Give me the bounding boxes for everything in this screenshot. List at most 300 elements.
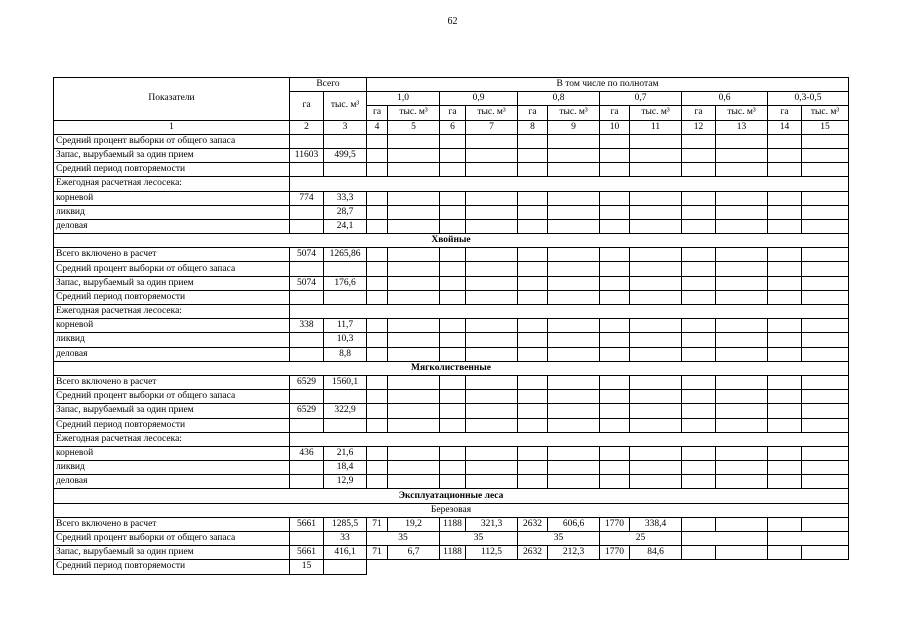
header-unit-ha: га bbox=[367, 106, 388, 120]
table-cell: 338,4 bbox=[630, 517, 682, 531]
table-cell bbox=[600, 333, 630, 347]
table-cell bbox=[324, 418, 367, 432]
table-cell bbox=[768, 418, 802, 432]
table-cell bbox=[548, 375, 600, 389]
table-cell bbox=[367, 461, 388, 475]
row-label: Всего включено в расчет bbox=[54, 375, 290, 389]
header-stocking: 0,6 bbox=[682, 92, 768, 106]
table-cell bbox=[802, 290, 849, 304]
header-total-ha: га bbox=[290, 92, 324, 120]
table-cell bbox=[682, 390, 716, 404]
table-cell bbox=[548, 390, 600, 404]
table-cell: 33,3 bbox=[324, 191, 367, 205]
table-row bbox=[54, 532, 849, 546]
table-cell bbox=[630, 375, 682, 389]
table-cell bbox=[324, 163, 367, 177]
table-cell bbox=[290, 134, 324, 148]
table-row bbox=[54, 305, 849, 319]
table-cell bbox=[630, 163, 682, 177]
table-cell bbox=[518, 333, 548, 347]
table-cell bbox=[716, 461, 768, 475]
table-cell bbox=[600, 276, 630, 290]
column-number: 1 bbox=[54, 120, 290, 134]
table-cell bbox=[388, 404, 440, 418]
table-cell bbox=[548, 163, 600, 177]
table-cell bbox=[518, 248, 548, 262]
table-cell: 8,8 bbox=[324, 347, 367, 361]
table-row bbox=[54, 517, 849, 531]
table-cell: 212,3 bbox=[548, 546, 600, 560]
row-label: Средний процент выборки от общего запаса bbox=[54, 134, 290, 148]
table-cell bbox=[682, 546, 716, 560]
table-row bbox=[54, 390, 849, 404]
table-cell bbox=[518, 404, 548, 418]
table-row bbox=[54, 347, 849, 361]
table-row bbox=[54, 205, 849, 219]
table-row bbox=[54, 361, 849, 375]
table-cell bbox=[802, 276, 849, 290]
table-cell bbox=[768, 347, 802, 361]
table-cell bbox=[367, 205, 388, 219]
table-cell bbox=[600, 248, 630, 262]
column-number: 14 bbox=[768, 120, 802, 134]
row-label: Всего включено в расчет bbox=[54, 517, 290, 531]
table-cell bbox=[630, 134, 682, 148]
table-cell bbox=[388, 148, 440, 162]
header-total-volume: тыс. м³ bbox=[324, 92, 367, 120]
column-number: 9 bbox=[548, 120, 600, 134]
table-cell bbox=[290, 475, 324, 489]
table-cell bbox=[518, 461, 548, 475]
table-cell bbox=[548, 191, 600, 205]
table-cell bbox=[768, 446, 802, 460]
table-cell bbox=[466, 390, 518, 404]
header-unit-volume: тыс. м³ bbox=[802, 106, 849, 120]
table-cell bbox=[716, 546, 768, 560]
header-unit-ha: га bbox=[600, 106, 630, 120]
table-cell bbox=[682, 319, 716, 333]
column-number: 15 bbox=[802, 120, 849, 134]
row-spacer bbox=[290, 177, 849, 191]
table-cell bbox=[548, 290, 600, 304]
table-cell: 416,1 bbox=[324, 546, 367, 560]
table-cell bbox=[388, 248, 440, 262]
table-cell bbox=[768, 290, 802, 304]
table-cell bbox=[388, 446, 440, 460]
table-cell bbox=[466, 404, 518, 418]
table-cell bbox=[388, 418, 440, 432]
header-indicators: Показатели bbox=[54, 78, 290, 121]
table-cell bbox=[682, 461, 716, 475]
header-unit-volume: тыс. м³ bbox=[630, 106, 682, 120]
table-cell bbox=[367, 418, 388, 432]
table-cell bbox=[716, 248, 768, 262]
table-cell bbox=[600, 390, 630, 404]
table-cell bbox=[768, 262, 802, 276]
table-cell bbox=[768, 333, 802, 347]
table-cell bbox=[768, 546, 802, 560]
table-cell bbox=[440, 290, 466, 304]
table-cell bbox=[630, 347, 682, 361]
table-cell: 338 bbox=[290, 319, 324, 333]
table-cell bbox=[682, 517, 716, 531]
table-cell bbox=[466, 191, 518, 205]
table-cell bbox=[682, 333, 716, 347]
table-cell bbox=[600, 191, 630, 205]
table-cell bbox=[630, 290, 682, 304]
table-cell bbox=[518, 163, 548, 177]
table-row bbox=[54, 319, 849, 333]
table-cell bbox=[630, 148, 682, 162]
section-title: Хвойные bbox=[54, 234, 849, 248]
subsection-title: Березовая bbox=[54, 503, 849, 517]
table-cell bbox=[440, 262, 466, 276]
table-cell bbox=[388, 276, 440, 290]
table-cell: 84,6 bbox=[630, 546, 682, 560]
table-cell bbox=[290, 347, 324, 361]
table-cell bbox=[802, 248, 849, 262]
table-cell bbox=[518, 134, 548, 148]
table-cell bbox=[682, 532, 768, 546]
table-cell: 5074 bbox=[290, 276, 324, 290]
table-cell: 71 bbox=[367, 546, 388, 560]
table-cell: 606,6 bbox=[548, 517, 600, 531]
column-number: 7 bbox=[466, 120, 518, 134]
table-cell bbox=[682, 276, 716, 290]
header-stocking: 1,0 bbox=[367, 92, 440, 106]
table-cell bbox=[630, 262, 682, 276]
column-number: 10 bbox=[600, 120, 630, 134]
table-cell bbox=[367, 148, 388, 162]
header-total: Всего bbox=[290, 78, 367, 92]
table-row bbox=[54, 134, 849, 148]
table-cell bbox=[388, 191, 440, 205]
table-cell bbox=[466, 418, 518, 432]
table-cell bbox=[600, 375, 630, 389]
table-cell bbox=[600, 134, 630, 148]
column-number: 12 bbox=[682, 120, 716, 134]
section-title: Эксплуатационные леса bbox=[54, 489, 849, 503]
table-row bbox=[54, 333, 849, 347]
table-cell bbox=[682, 262, 716, 276]
table-cell bbox=[466, 163, 518, 177]
table-cell: 11603 bbox=[290, 148, 324, 162]
table-cell bbox=[682, 205, 716, 219]
table-cell bbox=[518, 418, 548, 432]
table-cell bbox=[768, 461, 802, 475]
table-cell bbox=[600, 148, 630, 162]
table-cell bbox=[630, 191, 682, 205]
table-cell bbox=[630, 205, 682, 219]
table-cell bbox=[682, 446, 716, 460]
table-cell bbox=[716, 517, 768, 531]
table-cell bbox=[518, 276, 548, 290]
table-cell: 1265,86 bbox=[324, 248, 367, 262]
table-cell bbox=[802, 390, 849, 404]
row-label: корневой bbox=[54, 191, 290, 205]
table-cell bbox=[768, 248, 802, 262]
table-cell bbox=[600, 418, 630, 432]
table-cell bbox=[440, 205, 466, 219]
table-row bbox=[54, 461, 849, 475]
table-row bbox=[54, 503, 849, 517]
table-cell bbox=[682, 163, 716, 177]
table-cell bbox=[802, 446, 849, 460]
table-cell bbox=[466, 148, 518, 162]
column-number: 6 bbox=[440, 120, 466, 134]
table-cell bbox=[290, 219, 324, 233]
table-cell bbox=[466, 262, 518, 276]
row-label: деловая bbox=[54, 219, 290, 233]
column-number: 8 bbox=[518, 120, 548, 134]
blank-area bbox=[367, 560, 849, 574]
table-cell bbox=[518, 191, 548, 205]
table-cell: 6,7 bbox=[388, 546, 440, 560]
header-stocking: 0,8 bbox=[518, 92, 600, 106]
table-row bbox=[54, 446, 849, 460]
table-cell: 35 bbox=[440, 532, 518, 546]
table-cell bbox=[367, 390, 388, 404]
table-cell bbox=[466, 290, 518, 304]
table-row bbox=[54, 163, 849, 177]
table-cell bbox=[802, 333, 849, 347]
table-cell bbox=[548, 205, 600, 219]
row-label: ликвид bbox=[54, 461, 290, 475]
table-cell bbox=[440, 404, 466, 418]
table-cell bbox=[367, 276, 388, 290]
table-cell bbox=[388, 461, 440, 475]
table-cell bbox=[802, 205, 849, 219]
table-cell bbox=[367, 134, 388, 148]
table-cell bbox=[518, 262, 548, 276]
table-cell: 6529 bbox=[290, 375, 324, 389]
table-cell bbox=[682, 219, 716, 233]
table-cell bbox=[324, 390, 367, 404]
table-cell bbox=[548, 134, 600, 148]
table-row bbox=[54, 191, 849, 205]
table-cell bbox=[716, 446, 768, 460]
table-row bbox=[54, 262, 849, 276]
table-cell bbox=[440, 134, 466, 148]
section-title: Мягколиственные bbox=[54, 361, 849, 375]
table-row bbox=[54, 148, 849, 162]
table-cell bbox=[716, 163, 768, 177]
row-label: Ежегодная расчетная лесосека: bbox=[54, 177, 290, 191]
table-cell bbox=[324, 134, 367, 148]
table-cell bbox=[548, 248, 600, 262]
table-cell bbox=[600, 461, 630, 475]
table-cell bbox=[290, 163, 324, 177]
table-cell bbox=[716, 219, 768, 233]
table-cell bbox=[768, 134, 802, 148]
table-cell bbox=[466, 205, 518, 219]
table-row bbox=[54, 546, 849, 560]
table-cell: 18,4 bbox=[324, 461, 367, 475]
table-cell bbox=[600, 347, 630, 361]
table-cell bbox=[600, 404, 630, 418]
table-cell bbox=[290, 418, 324, 432]
table-cell bbox=[600, 319, 630, 333]
table-cell bbox=[367, 290, 388, 304]
table-cell bbox=[630, 446, 682, 460]
header-unit-volume: тыс. м³ bbox=[716, 106, 768, 120]
table-cell bbox=[388, 219, 440, 233]
table-cell bbox=[630, 319, 682, 333]
row-label: деловая bbox=[54, 475, 290, 489]
row-label: Средний процент выборки от общего запаса bbox=[54, 262, 290, 276]
table-cell bbox=[630, 475, 682, 489]
table-cell bbox=[600, 475, 630, 489]
header-unit-ha: га bbox=[768, 106, 802, 120]
table-cell bbox=[440, 461, 466, 475]
table-cell bbox=[548, 319, 600, 333]
row-label: Средний период повторяемости bbox=[54, 290, 290, 304]
table-cell: 5074 bbox=[290, 248, 324, 262]
table-cell bbox=[440, 219, 466, 233]
table-cell bbox=[802, 546, 849, 560]
table-row bbox=[54, 375, 849, 389]
table-cell bbox=[518, 290, 548, 304]
table-cell bbox=[600, 205, 630, 219]
row-label: корневой bbox=[54, 319, 290, 333]
table-cell bbox=[716, 262, 768, 276]
table-cell bbox=[682, 290, 716, 304]
table-cell bbox=[682, 148, 716, 162]
table-cell bbox=[630, 390, 682, 404]
table-cell bbox=[388, 347, 440, 361]
header-stocking: 0,3-0,5 bbox=[768, 92, 849, 106]
column-number: 13 bbox=[716, 120, 768, 134]
table-cell bbox=[440, 418, 466, 432]
row-label: Средний период повторяемости bbox=[54, 560, 290, 574]
table-cell bbox=[440, 319, 466, 333]
table-row bbox=[54, 276, 849, 290]
table-cell bbox=[716, 333, 768, 347]
row-label: Запас, вырубаемый за один прием bbox=[54, 148, 290, 162]
table-cell bbox=[548, 262, 600, 276]
table-cell bbox=[768, 319, 802, 333]
table-cell bbox=[600, 290, 630, 304]
table-cell bbox=[768, 475, 802, 489]
table-cell bbox=[682, 191, 716, 205]
table-cell bbox=[716, 418, 768, 432]
table-cell: 1188 bbox=[440, 546, 466, 560]
table-cell bbox=[682, 375, 716, 389]
table-cell: 176,6 bbox=[324, 276, 367, 290]
table-cell bbox=[290, 262, 324, 276]
table-cell bbox=[716, 347, 768, 361]
table-cell bbox=[548, 475, 600, 489]
table-cell bbox=[802, 219, 849, 233]
table-row bbox=[54, 248, 849, 262]
table-cell: 112,5 bbox=[466, 546, 518, 560]
table-cell bbox=[367, 219, 388, 233]
table-cell bbox=[548, 219, 600, 233]
table-cell bbox=[548, 148, 600, 162]
header-unit-ha: га bbox=[682, 106, 716, 120]
table-cell: 71 bbox=[367, 517, 388, 531]
row-label: Средний процент выборки от общего запаса bbox=[54, 532, 290, 546]
row-label: деловая bbox=[54, 347, 290, 361]
table-cell bbox=[367, 446, 388, 460]
table-cell bbox=[600, 219, 630, 233]
table-cell: 321,3 bbox=[466, 517, 518, 531]
table-cell bbox=[440, 248, 466, 262]
table-cell bbox=[600, 446, 630, 460]
table-cell bbox=[290, 390, 324, 404]
header-unit-volume: тыс. м³ bbox=[466, 106, 518, 120]
table-cell bbox=[367, 262, 388, 276]
table-cell bbox=[768, 205, 802, 219]
table-cell bbox=[548, 418, 600, 432]
table-cell bbox=[802, 134, 849, 148]
table-cell bbox=[802, 148, 849, 162]
table-cell bbox=[388, 290, 440, 304]
table-cell: 24,1 bbox=[324, 219, 367, 233]
table-cell bbox=[466, 347, 518, 361]
table-cell bbox=[768, 390, 802, 404]
table-cell bbox=[630, 333, 682, 347]
table-cell bbox=[518, 390, 548, 404]
table-cell bbox=[768, 276, 802, 290]
table-cell: 35 bbox=[367, 532, 440, 546]
header-stocking: 0,7 bbox=[600, 92, 682, 106]
row-label: Средний период повторяемости bbox=[54, 418, 290, 432]
table-cell bbox=[367, 333, 388, 347]
table-cell: 15 bbox=[290, 560, 324, 574]
table-cell bbox=[630, 461, 682, 475]
row-label: Запас, вырубаемый за один прием bbox=[54, 546, 290, 560]
table-cell bbox=[388, 475, 440, 489]
table-cell bbox=[367, 248, 388, 262]
column-number: 11 bbox=[630, 120, 682, 134]
table-cell bbox=[716, 375, 768, 389]
table-cell bbox=[440, 163, 466, 177]
table-cell bbox=[768, 148, 802, 162]
table-cell bbox=[768, 404, 802, 418]
table-cell bbox=[630, 248, 682, 262]
table-cell bbox=[367, 347, 388, 361]
table-cell: 2632 bbox=[518, 517, 548, 531]
row-label: корневой bbox=[54, 446, 290, 460]
header-unit-ha: га bbox=[518, 106, 548, 120]
table-cell bbox=[367, 319, 388, 333]
table-cell: 28,7 bbox=[324, 205, 367, 219]
table-cell bbox=[518, 347, 548, 361]
table-cell bbox=[768, 219, 802, 233]
row-label: Средний процент выборки от общего запаса bbox=[54, 390, 290, 404]
row-label: Запас, вырубаемый за один прием bbox=[54, 276, 290, 290]
table-cell bbox=[388, 319, 440, 333]
header-unit-ha: га bbox=[440, 106, 466, 120]
table-cell: 322,9 bbox=[324, 404, 367, 418]
table-cell bbox=[367, 163, 388, 177]
table-cell bbox=[716, 319, 768, 333]
table-cell bbox=[466, 219, 518, 233]
table-cell bbox=[440, 333, 466, 347]
table-cell bbox=[802, 319, 849, 333]
table-cell bbox=[367, 191, 388, 205]
table-cell bbox=[802, 191, 849, 205]
row-label: Ежегодная расчетная лесосека: bbox=[54, 305, 290, 319]
table-cell bbox=[768, 375, 802, 389]
table-cell bbox=[518, 319, 548, 333]
table-cell bbox=[716, 148, 768, 162]
table-cell bbox=[548, 347, 600, 361]
table-cell bbox=[466, 134, 518, 148]
table-cell bbox=[548, 276, 600, 290]
table-cell bbox=[802, 517, 849, 531]
